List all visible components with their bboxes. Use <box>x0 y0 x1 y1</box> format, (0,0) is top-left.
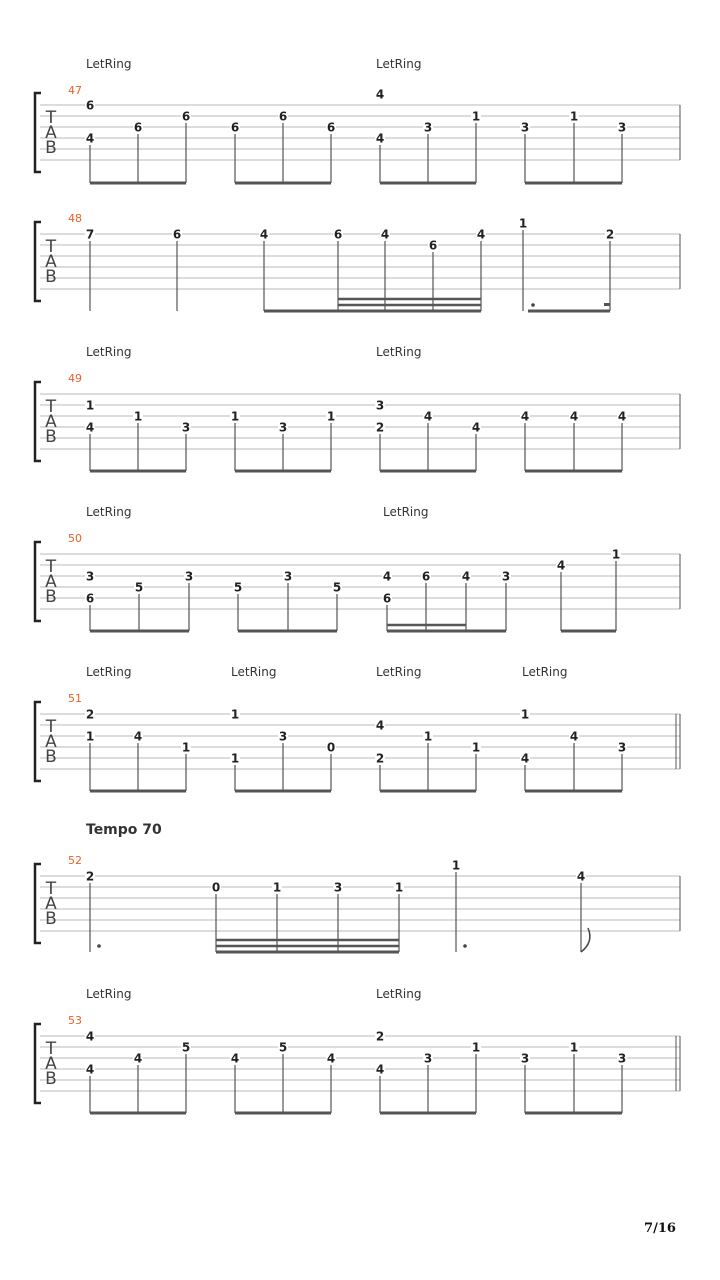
tab-clef-letter: B <box>45 427 57 447</box>
fret-number: 3 <box>333 880 343 895</box>
fret-number: 2 <box>375 1029 385 1044</box>
let-ring-label: LetRing <box>86 987 132 1001</box>
fret-number: 3 <box>85 569 95 584</box>
fret-number: 4 <box>569 729 579 744</box>
dot <box>531 303 535 307</box>
fret-number: 4 <box>476 227 486 242</box>
fret-number: 4 <box>326 1051 336 1066</box>
fret-number: 1 <box>230 751 240 766</box>
fret-number: 4 <box>556 558 566 573</box>
fret-number: 3 <box>184 569 194 584</box>
fret-number: 0 <box>326 740 336 755</box>
fret-number: 6 <box>230 120 240 135</box>
fret-number: 4 <box>423 409 433 424</box>
fret-number: 1 <box>326 409 336 424</box>
tab-clef-letter: T <box>45 108 57 128</box>
fret-number: 2 <box>85 707 95 722</box>
fret-number: 1 <box>423 729 433 744</box>
let-ring-label: LetRing <box>86 57 132 71</box>
fret-number: 3 <box>501 569 511 584</box>
dot <box>97 944 101 948</box>
fret-number: 4 <box>461 569 471 584</box>
tab-clef-letter: A <box>45 894 57 914</box>
tab-clef-letter: T <box>45 717 57 737</box>
fret-number: 1 <box>471 740 481 755</box>
fret-number: 4 <box>375 1062 385 1077</box>
fret-number: 5 <box>134 580 144 595</box>
fret-number: 1 <box>518 216 528 231</box>
tab-clef-letter: A <box>45 732 57 752</box>
fret-number: 6 <box>181 109 191 124</box>
fret-number: 4 <box>85 1062 95 1077</box>
fret-number: 6 <box>278 109 288 124</box>
fret-number: 1 <box>520 707 530 722</box>
fret-number: 4 <box>85 131 95 146</box>
fret-number: 3 <box>278 729 288 744</box>
let-ring-label: LetRing <box>86 505 132 519</box>
fret-number: 4 <box>380 227 390 242</box>
tab-clef-letter: A <box>45 252 57 272</box>
fret-number: 4 <box>133 1051 143 1066</box>
fret-number: 6 <box>172 227 182 242</box>
let-ring-label: LetRing <box>86 345 132 359</box>
measure-number: 51 <box>68 692 82 705</box>
let-ring-label: LetRing <box>383 505 429 519</box>
fret-number: 3 <box>617 1051 627 1066</box>
fret-number: 1 <box>181 740 191 755</box>
tab-clef-letter: B <box>45 587 57 607</box>
fret-number: 4 <box>375 718 385 733</box>
fret-number: 1 <box>85 729 95 744</box>
fret-number: 4 <box>85 1029 95 1044</box>
note-flag <box>581 928 590 952</box>
fret-number: 4 <box>520 409 530 424</box>
measure-number: 52 <box>68 854 82 867</box>
fret-number: 1 <box>230 707 240 722</box>
fret-number: 3 <box>617 120 627 135</box>
fret-number: 1 <box>272 880 282 895</box>
fret-number: 1 <box>471 109 481 124</box>
fret-number: 6 <box>421 569 431 584</box>
let-ring-label: LetRing <box>522 665 568 679</box>
let-ring-label: LetRing <box>376 987 422 1001</box>
let-ring-label: LetRing <box>376 345 422 359</box>
tab-clef-letter: T <box>45 879 57 899</box>
fret-number: 4 <box>230 1051 240 1066</box>
fret-number: 6 <box>133 120 143 135</box>
fret-number: 4 <box>569 409 579 424</box>
fret-number: 4 <box>259 227 269 242</box>
fret-number: 1 <box>230 409 240 424</box>
measure-number: 53 <box>68 1014 82 1027</box>
fret-number: 0 <box>211 880 221 895</box>
fret-number: 3 <box>520 1051 530 1066</box>
beam-stub <box>604 303 610 306</box>
fret-number: 3 <box>181 420 191 435</box>
tab-clef-letter: B <box>45 747 57 767</box>
fret-number: 1 <box>451 858 461 873</box>
fret-number: 6 <box>85 98 95 113</box>
tempo-marking: Tempo 70 <box>86 822 162 838</box>
fret-number: 4 <box>85 420 95 435</box>
tab-clef-letter: A <box>45 412 57 432</box>
fret-number: 3 <box>617 740 627 755</box>
fret-number: 5 <box>233 580 243 595</box>
fret-number: 5 <box>181 1040 191 1055</box>
fret-number: 3 <box>283 569 293 584</box>
measure-number: 50 <box>68 532 82 545</box>
fret-number: 5 <box>332 580 342 595</box>
fret-number: 7 <box>85 227 95 242</box>
measure-number: 48 <box>68 212 82 225</box>
let-ring-label: LetRing <box>231 665 277 679</box>
fret-number: 2 <box>375 751 385 766</box>
fret-number: 1 <box>611 547 621 562</box>
measure-number: 47 <box>68 84 82 97</box>
fret-number: 3 <box>520 120 530 135</box>
tab-clef-letter: A <box>45 572 57 592</box>
fret-number: 4 <box>617 409 627 424</box>
tab-clef-letter: T <box>45 237 57 257</box>
page-number: 7/16 <box>644 1221 676 1236</box>
let-ring-label: LetRing <box>86 665 132 679</box>
fret-number: 4 <box>576 869 586 884</box>
fret-number: 4 <box>375 87 385 102</box>
tab-clef-letter: B <box>45 1069 57 1089</box>
fret-number: 4 <box>375 131 385 146</box>
let-ring-label: LetRing <box>376 665 422 679</box>
fret-number: 6 <box>326 120 336 135</box>
fret-number: 6 <box>428 238 438 253</box>
fret-number: 1 <box>569 109 579 124</box>
tab-clef-letter: T <box>45 557 57 577</box>
tab-clef-letter: T <box>45 397 57 417</box>
measure-number: 49 <box>68 372 82 385</box>
fret-number: 4 <box>471 420 481 435</box>
fret-number: 4 <box>382 569 392 584</box>
fret-number: 3 <box>423 1051 433 1066</box>
tab-clef-letter: B <box>45 138 57 158</box>
fret-number: 1 <box>133 409 143 424</box>
fret-number: 1 <box>85 398 95 413</box>
fret-number: 1 <box>471 1040 481 1055</box>
fret-number: 2 <box>85 869 95 884</box>
fret-number: 6 <box>333 227 343 242</box>
fret-number: 2 <box>605 227 615 242</box>
fret-number: 1 <box>569 1040 579 1055</box>
fret-number: 4 <box>520 751 530 766</box>
tab-clef-letter: B <box>45 909 57 929</box>
fret-number: 3 <box>423 120 433 135</box>
fret-number: 3 <box>278 420 288 435</box>
let-ring-label: LetRing <box>376 57 422 71</box>
tab-clef-letter: B <box>45 267 57 287</box>
fret-number: 2 <box>375 420 385 435</box>
fret-number: 6 <box>382 591 392 606</box>
tab-clef-letter: A <box>45 123 57 143</box>
tab-clef-letter: T <box>45 1039 57 1059</box>
tab-clef-letter: A <box>45 1054 57 1074</box>
dot <box>463 944 467 948</box>
fret-number: 1 <box>394 880 404 895</box>
fret-number: 6 <box>85 591 95 606</box>
fret-number: 4 <box>133 729 143 744</box>
fret-number: 5 <box>278 1040 288 1055</box>
fret-number: 3 <box>375 398 385 413</box>
